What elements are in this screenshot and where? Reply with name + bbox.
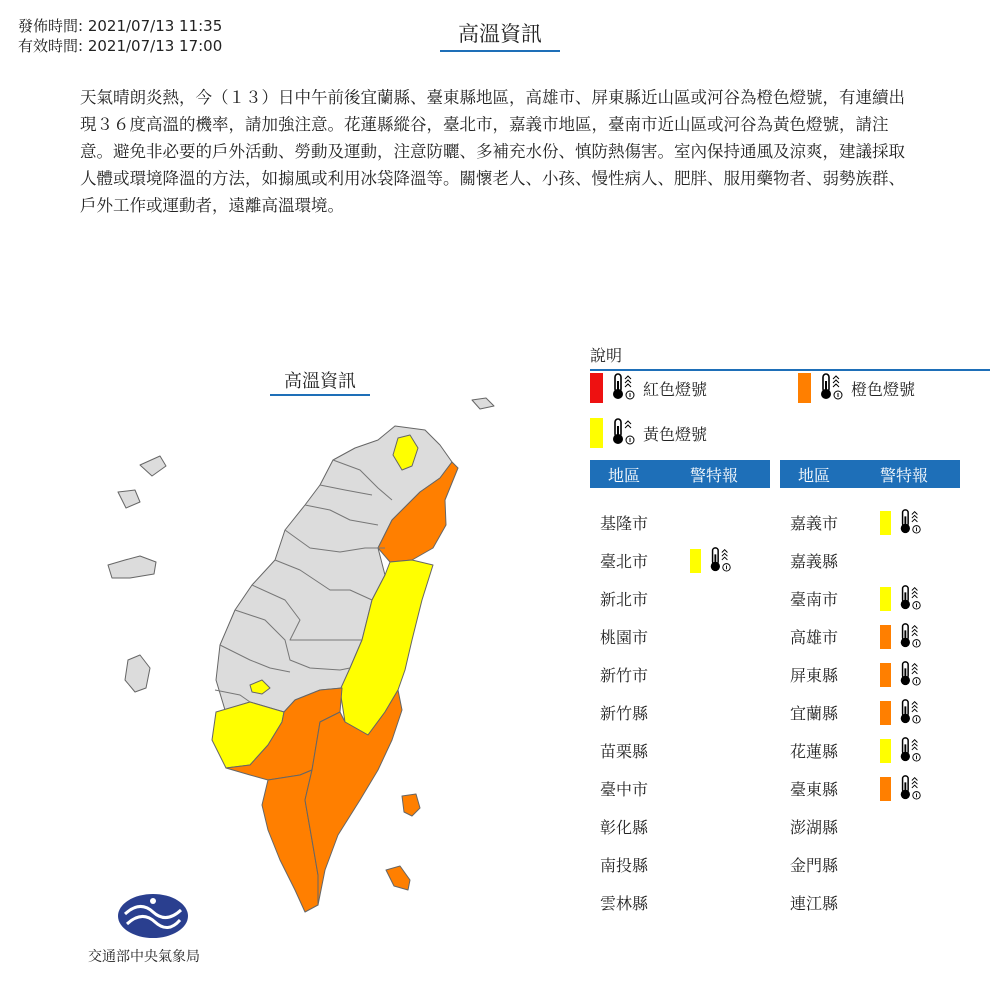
map-title: 高溫資訊 bbox=[270, 367, 370, 396]
region-name: 南投縣 bbox=[600, 856, 649, 875]
map-island-green bbox=[402, 794, 420, 816]
warning-swatch bbox=[880, 511, 891, 535]
region-name: 桃園市 bbox=[600, 628, 649, 647]
table-row bbox=[780, 809, 960, 839]
legend-yellow-swatch bbox=[590, 418, 603, 448]
table-row bbox=[590, 695, 770, 725]
region-name: 新北市 bbox=[600, 590, 649, 609]
thermometer-icon bbox=[897, 773, 923, 805]
region-name: 金門縣 bbox=[790, 856, 839, 875]
warning-indicator bbox=[880, 621, 929, 653]
region-name: 臺北市 bbox=[600, 552, 649, 571]
legend-orange-label: 橙色燈號 bbox=[851, 379, 916, 399]
table-header-right bbox=[780, 460, 960, 488]
table-row bbox=[780, 771, 960, 801]
map-island-kinmen-small bbox=[118, 490, 140, 508]
region-name: 臺南市 bbox=[790, 590, 839, 609]
region-name: 連江縣 bbox=[790, 894, 839, 913]
region-name: 臺東縣 bbox=[790, 780, 839, 799]
thermometer-icon bbox=[897, 583, 923, 615]
table-row bbox=[590, 505, 770, 535]
page-title: 高溫資訊 bbox=[440, 18, 560, 52]
region-name: 嘉義市 bbox=[790, 514, 839, 533]
issue-time: 發佈時間: 2021/07/13 11:35 bbox=[18, 17, 223, 35]
warning-indicator bbox=[880, 583, 929, 615]
map-island-matsu bbox=[140, 456, 166, 476]
region-name: 澎湖縣 bbox=[790, 818, 839, 837]
region-name: 嘉義縣 bbox=[790, 552, 839, 571]
table-row bbox=[590, 847, 770, 877]
table-row bbox=[780, 619, 960, 649]
thermometer-icon bbox=[609, 371, 637, 405]
legend-orange bbox=[798, 373, 915, 403]
warning-indicator bbox=[880, 773, 929, 805]
region-name: 臺中市 bbox=[600, 780, 649, 799]
col-warning-left: 警特報 bbox=[690, 465, 739, 485]
legend-red bbox=[590, 373, 707, 403]
warning-swatch bbox=[880, 701, 891, 725]
thermometer-icon bbox=[897, 659, 923, 691]
cwb-logo-icon bbox=[118, 894, 188, 938]
col-warning-right: 警特報 bbox=[880, 465, 929, 485]
thermometer-icon bbox=[707, 545, 733, 577]
table-row bbox=[780, 733, 960, 763]
map-island-orchid bbox=[386, 866, 410, 890]
table-row bbox=[780, 695, 960, 725]
table-row bbox=[780, 581, 960, 611]
region-name: 彰化縣 bbox=[600, 818, 649, 837]
warning-swatch bbox=[880, 777, 891, 801]
legend-orange-swatch bbox=[798, 373, 811, 403]
region-name: 新竹市 bbox=[600, 666, 649, 685]
thermometer-icon bbox=[897, 735, 923, 767]
region-name: 高雄市 bbox=[790, 628, 839, 647]
map-island-kinmen bbox=[108, 556, 156, 578]
table-row bbox=[590, 771, 770, 801]
thermometer-icon bbox=[897, 621, 923, 653]
warning-swatch bbox=[690, 549, 701, 573]
table-row bbox=[780, 543, 960, 573]
thermometer-icon bbox=[897, 507, 923, 539]
table-row bbox=[780, 505, 960, 535]
region-name: 基隆市 bbox=[600, 514, 649, 533]
legend-red-swatch bbox=[590, 373, 603, 403]
region-name: 雲林縣 bbox=[600, 894, 649, 913]
table-header-left bbox=[590, 460, 770, 488]
col-region-right: 地區 bbox=[798, 465, 831, 485]
region-name: 新竹縣 bbox=[600, 704, 649, 723]
valid-time: 有效時間: 2021/07/13 17:00 bbox=[18, 37, 223, 55]
table-row bbox=[780, 847, 960, 877]
legend-red-label: 紅色燈號 bbox=[643, 379, 708, 399]
table-row bbox=[590, 733, 770, 763]
warning-indicator bbox=[880, 507, 929, 539]
thermometer-icon bbox=[609, 416, 637, 450]
table-row bbox=[590, 809, 770, 839]
map-island-guishan bbox=[472, 398, 494, 409]
table-row bbox=[590, 885, 770, 915]
region-name: 花蓮縣 bbox=[790, 742, 839, 761]
warning-indicator bbox=[690, 545, 739, 577]
region-name: 宜蘭縣 bbox=[790, 704, 839, 723]
table-row bbox=[590, 581, 770, 611]
legend-yellow-label: 黃色燈號 bbox=[643, 424, 708, 444]
legend-yellow bbox=[590, 418, 707, 448]
warning-indicator bbox=[880, 697, 929, 729]
map-island-penghu bbox=[125, 655, 150, 692]
region-name: 屏東縣 bbox=[790, 666, 839, 685]
warning-swatch bbox=[880, 739, 891, 763]
warning-swatch bbox=[880, 625, 891, 649]
region-name: 苗栗縣 bbox=[600, 742, 649, 761]
col-region-left: 地區 bbox=[608, 465, 641, 485]
legend-title: 說明 bbox=[590, 343, 990, 371]
warning-swatch bbox=[880, 587, 891, 611]
table-row bbox=[590, 619, 770, 649]
agency-name: 交通部中央氣象局 bbox=[88, 949, 200, 965]
thermometer-icon bbox=[817, 371, 845, 405]
table-row bbox=[590, 657, 770, 687]
table-row bbox=[590, 543, 770, 573]
warning-indicator bbox=[880, 659, 929, 691]
description-text: 天氣晴朗炎熱，今（１３）日中午前後宜蘭縣、臺東縣地區，高雄市、屏東縣近山區或河谷為橙色燈號，有連續出現３６度高溫的機率，請加強注意。花蓮縣縱谷，臺北市，嘉義市地區，臺南市近山區或河谷為黃色燈號，請注意。避免非必要的戶外活動、勞動及運動，注意防曬、多補充水份、慎防熱傷害。室內保持通風及涼爽，建議採取人體或環境降溫的方法，如搧風或利用冰袋降溫等。關懷老人、小孩、慢性病人、肥胖、服用藥物者、弱勢族群、戶外工作或運動者，遠離高溫環境。 bbox=[80, 88, 905, 215]
table-row bbox=[780, 885, 960, 915]
warning-swatch bbox=[880, 663, 891, 687]
table-row bbox=[780, 657, 960, 687]
warning-indicator bbox=[880, 735, 929, 767]
thermometer-icon bbox=[897, 697, 923, 729]
